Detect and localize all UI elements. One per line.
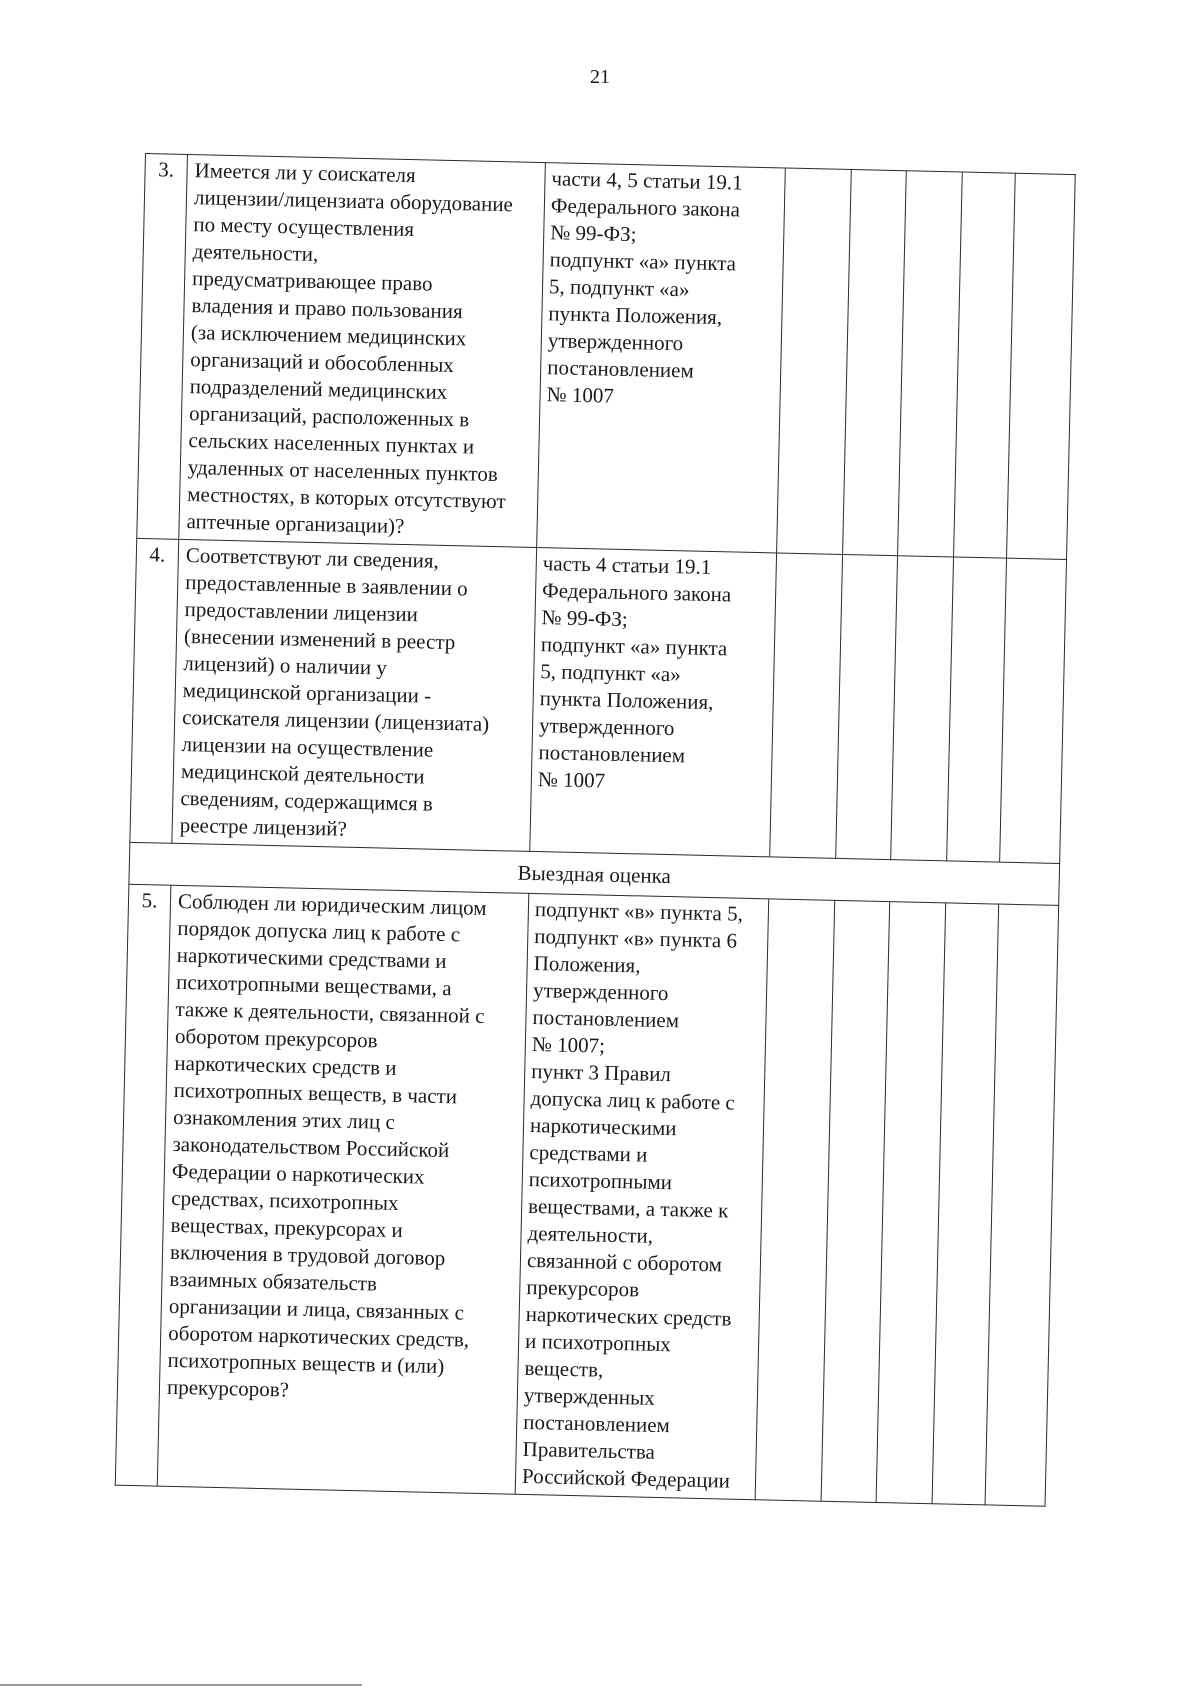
basis-line: постановлением xyxy=(532,1005,680,1033)
question-line: психотропных веществ и (или) xyxy=(167,1347,445,1379)
legal-basis-cell xyxy=(537,163,786,553)
question-line: медицинской деятельности xyxy=(180,758,425,789)
basis-line: № 1007 xyxy=(537,767,606,793)
basis-line: Правительства xyxy=(522,1436,656,1464)
basis-line: связанной с оборотом xyxy=(526,1247,723,1277)
basis-line: Российской Федерации xyxy=(521,1463,731,1493)
question-line: наркотических средств и xyxy=(174,1050,397,1080)
question-cell xyxy=(172,539,537,851)
question-line: включения в трудовой договор xyxy=(169,1239,446,1271)
empty-answer-cell xyxy=(954,172,1016,558)
question-line: (внесении изменений в реестр xyxy=(183,624,456,655)
question-line: (за исключением медицинских xyxy=(190,320,467,351)
basis-line: постановлением xyxy=(523,1409,671,1438)
question-line: владения и право пользования xyxy=(191,293,463,324)
basis-line: № 1007; xyxy=(531,1032,606,1058)
empty-answer-cell xyxy=(770,553,843,858)
basis-line: подпункт «а» пункта xyxy=(549,247,737,276)
basis-line: часть 4 статьи 19.1 xyxy=(542,551,712,579)
question-line: лицензии на осуществление xyxy=(181,731,434,762)
question-line: наркотическими средствами и xyxy=(176,942,447,974)
basis-line: наркотическими xyxy=(529,1112,677,1141)
empty-answer-cell xyxy=(898,171,963,557)
basis-line: 5, подпункт «а» xyxy=(540,659,682,687)
question-line: деятельности, xyxy=(192,239,319,266)
table-row xyxy=(130,538,1067,863)
question-line: Имеется ли у соискателя xyxy=(194,158,416,188)
question-line: сведениям, содержащимся в xyxy=(180,785,434,816)
legal-basis-cell xyxy=(515,893,769,1499)
question-line: прекурсоров? xyxy=(166,1374,290,1402)
basis-line: постановлением xyxy=(538,740,686,768)
basis-line: Федерального закона xyxy=(541,578,732,607)
basis-line: части 4, 5 статьи 19.1 xyxy=(551,166,743,195)
question-line: психотропных веществ, в части xyxy=(173,1077,458,1109)
question-line: медицинской организации - xyxy=(182,677,432,708)
question-cell xyxy=(179,154,546,547)
question-line: организаций и обособленных xyxy=(190,347,455,378)
basis-line: утвержденного xyxy=(532,978,669,1006)
question-line: законодательством Российской xyxy=(172,1131,450,1163)
basis-line: психотропными xyxy=(528,1166,673,1195)
question-line: по месту осуществления xyxy=(193,212,415,242)
basis-line: веществами, а также к xyxy=(527,1193,729,1223)
basis-line: пункта Положения, xyxy=(539,686,714,715)
empty-answer-cell xyxy=(843,170,907,556)
question-line: предусматривающее право xyxy=(191,266,433,296)
basis-line: Федерального закона xyxy=(550,193,741,222)
empty-answer-cell xyxy=(947,557,1007,862)
question-line: организации и лица, связанных с xyxy=(168,1293,465,1325)
row-number: 4. xyxy=(130,538,179,843)
question-line: подразделений медицинских xyxy=(189,374,448,404)
row-number: 5. xyxy=(115,884,171,1486)
empty-answer-cell xyxy=(1007,173,1076,559)
basis-line: постановлением xyxy=(546,355,695,383)
question-line: Соответствуют ли сведения, xyxy=(185,543,440,573)
empty-answer-cell xyxy=(777,168,852,554)
question-line: Федерации о наркотических xyxy=(171,1158,425,1189)
basis-line: подпункт «в» пункта 6 xyxy=(534,924,738,953)
basis-line: 5, подпункт «а» xyxy=(548,274,690,302)
question-line: также к деятельности, связанной с xyxy=(175,996,485,1028)
empty-answer-cell xyxy=(1000,558,1067,863)
basis-line: деятельности, xyxy=(527,1220,654,1248)
legal-basis-cell xyxy=(530,547,777,856)
question-line: предоставленные в заявлении о xyxy=(185,570,468,601)
basis-line: № 99-ФЗ; xyxy=(541,605,629,632)
question-line: ознакомления этих лиц с xyxy=(172,1104,396,1134)
empty-answer-cell xyxy=(891,556,954,861)
basis-line: Положения, xyxy=(533,951,641,978)
scan-edge-line xyxy=(0,1684,362,1686)
question-line: веществах, прекурсорах и xyxy=(170,1212,404,1243)
basis-line: утвержденных xyxy=(523,1382,656,1410)
question-line: порядок допуска лиц к работе с xyxy=(177,915,461,947)
question-line: взаимных обязательств xyxy=(169,1266,378,1296)
basis-line: пункт 3 Правил xyxy=(531,1059,672,1087)
page-number: 21 xyxy=(590,66,610,88)
empty-answer-cell xyxy=(836,554,898,859)
question-line: Соблюден ли юридическим лицом xyxy=(177,888,487,920)
question-cell xyxy=(157,885,529,1494)
basis-line: и психотропных xyxy=(524,1328,672,1357)
question-line: оборотом прекурсоров xyxy=(174,1023,378,1053)
question-line: психотропными веществами, а xyxy=(175,969,452,1001)
question-line: средствах, психотропных xyxy=(171,1185,399,1216)
question-line: соискателя лицензии (лицензиата) xyxy=(181,704,490,736)
question-line: удаленных от населенных пунктов xyxy=(187,455,499,487)
basis-line: № 1007 xyxy=(546,382,615,408)
question-line: оборотом наркотических средств, xyxy=(167,1320,470,1352)
question-line: лицензии/лицензиата оборудование xyxy=(193,185,514,217)
basis-line: средствами и xyxy=(529,1139,648,1167)
basis-line: веществ, xyxy=(524,1355,604,1382)
empty-answer-cell xyxy=(985,904,1059,1506)
question-line: реестре лицензий? xyxy=(179,812,348,841)
section-heading: Выездная оценка xyxy=(129,842,1060,905)
basis-line: подпункт «в» пункта 5, xyxy=(534,897,744,926)
table-row xyxy=(115,884,1058,1506)
basis-line: утвержденного xyxy=(538,713,675,741)
basis-line: утвержденного xyxy=(547,328,684,356)
question-line: аптечные организации)? xyxy=(186,509,405,538)
question-line: организаций, расположенных в xyxy=(188,401,470,432)
table-row xyxy=(137,154,1075,560)
question-line: местностях, в которых отсутствуют xyxy=(187,482,506,514)
basis-line: наркотических средств xyxy=(525,1301,732,1331)
basis-line: допуска лиц к работе с xyxy=(530,1085,736,1115)
basis-line: прекурсоров xyxy=(526,1274,640,1302)
basis-line: подпункт «а» пункта xyxy=(540,632,728,661)
question-line: лицензий) о наличии у xyxy=(183,651,388,680)
question-line: предоставлении лицензии xyxy=(184,597,419,627)
row-number: 3. xyxy=(137,154,188,540)
checklist-table xyxy=(115,153,1076,1507)
basis-line: № 99-ФЗ; xyxy=(550,220,637,247)
basis-line: пункта Положения, xyxy=(548,301,723,330)
question-line: сельских населенных пунктах и xyxy=(188,428,475,459)
